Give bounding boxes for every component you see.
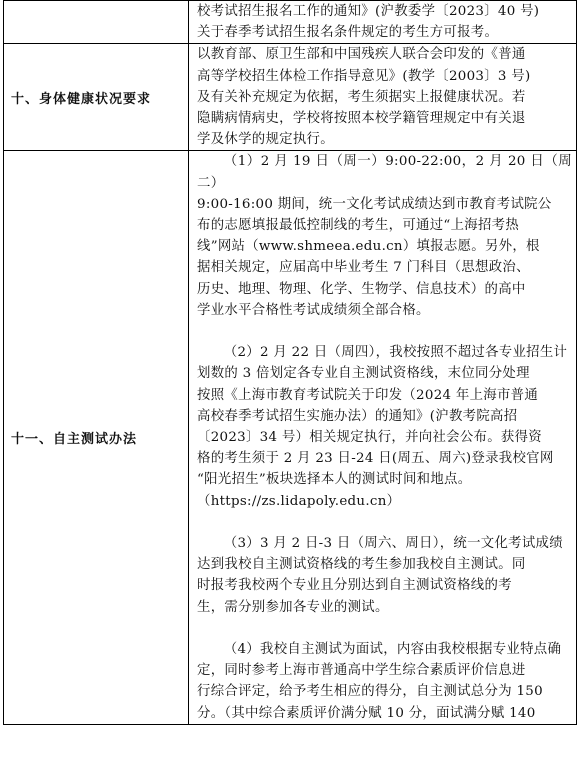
text-line: 划数的 3 倍划定各专业自主测试资格线，末位同分处理 (197, 366, 530, 382)
text-line: 高等学校招生体检工作指导意见》(教学〔2003〕3 号) (197, 68, 531, 84)
text-line: 时报考我校两个专业且分别达到自主测试资格线的考 (197, 578, 512, 594)
text-line: 线”网站（www.shmeea.edu.cn）填报志愿。另外，根 (197, 239, 540, 255)
text-line: （2）2 月 22 日（周四），我校按照不超过各专业招生计 (223, 345, 568, 361)
paragraph-2 (197, 342, 572, 512)
paragraph-gap (197, 618, 572, 639)
text-line: （1）2 月 19 日（周一）9:00-22:00，2 月 20 日（周二） (197, 154, 572, 191)
text-line: （4）我校自主测试为面试，内容由我校根据专业特点确 (223, 642, 562, 658)
text-line: 格的考生须于 2 月 23 日-24 日(周五、周六)登录我校官网 (197, 451, 554, 467)
text-line: 学业水平合格性考试成绩须全部合格。 (197, 302, 430, 318)
text-line: 分。（其中综合素质评价满分赋 10 分，面试满分赋 140 (197, 705, 536, 721)
text-line: 关于春季考试招生报名条件规定的考生方可报考。 (197, 25, 499, 41)
content-cell (189, 1, 577, 44)
text-line: （https://zs.lidapoly.edu.cn） (197, 493, 401, 509)
section-heading-self-test: 十一、自主测试办法 (11, 432, 138, 448)
text-line: 据相关规定，应届高中毕业考生 7 门科目（思想政治、 (197, 260, 530, 276)
section-heading-health: 十、身体健康状况要求 (11, 91, 152, 107)
table-row (4, 1, 577, 44)
text-line: 隐瞒病情病史，学校将按照本校学籍管理规定中有关退 (197, 111, 526, 127)
content-cell (189, 151, 577, 724)
text-line: 生，需分别参加各专业的测试。 (197, 599, 389, 615)
admission-rules-table (3, 0, 577, 725)
text-line: 定，同时参考上海市普通高中学生综合素质评价信息进 (197, 663, 526, 679)
content-cell (189, 44, 577, 151)
text-line: 学及休学的规定执行。 (197, 132, 334, 148)
table-row (4, 151, 577, 724)
paragraph-1 (197, 151, 572, 321)
text-line: 历史、地理、物理、化学、生物学、信息技术）的高中 (197, 281, 526, 297)
text-line: 及有关补充规定为依据，考生须据实上报健康状况。若 (197, 89, 526, 105)
text-line: 达到我校自主测试资格线的考生参加我校自主测试。同 (197, 557, 526, 573)
text-line: 布的志愿填报最低控制线的考生，可通过“上海招考热 (197, 218, 520, 234)
text-line: （3）3 月 2 日-3 日（周六、周日），统一文化考试成绩 (223, 536, 563, 552)
text-line: 按照《上海市教育考试院关于印发（2024 年上海市普通 (197, 387, 539, 403)
text-line: 行综合评定，给予考生相应的得分，自主测试总分为 150 (197, 684, 543, 700)
paragraph-4 (197, 639, 572, 724)
paragraph-3 (197, 533, 572, 618)
paragraph-gap (197, 321, 572, 342)
heading-cell (4, 151, 189, 724)
paragraph-gap (197, 512, 572, 533)
text-line: 9:00-16:00 期间，统一文化考试成绩达到市教育考试院公 (197, 196, 552, 212)
text-line: 以教育部、原卫生部和中国残疾人联合会印发的《普通 (197, 47, 526, 63)
text-line: 高校春季考试招生实施办法）的通知》(沪教考院高招 (197, 408, 518, 424)
text-line: “阳光招生”板块选择本人的测试时间和地点。 (197, 472, 472, 488)
text-line: 校考试招生报名工作的通知》(沪教委学〔2023〕40 号) (197, 4, 540, 19)
empty-heading-cell (4, 1, 189, 44)
table-row (4, 44, 577, 151)
heading-cell (4, 44, 189, 151)
text-line: 〔2023〕34 号）相关规定执行，并向社会公布。获得资 (197, 430, 542, 446)
